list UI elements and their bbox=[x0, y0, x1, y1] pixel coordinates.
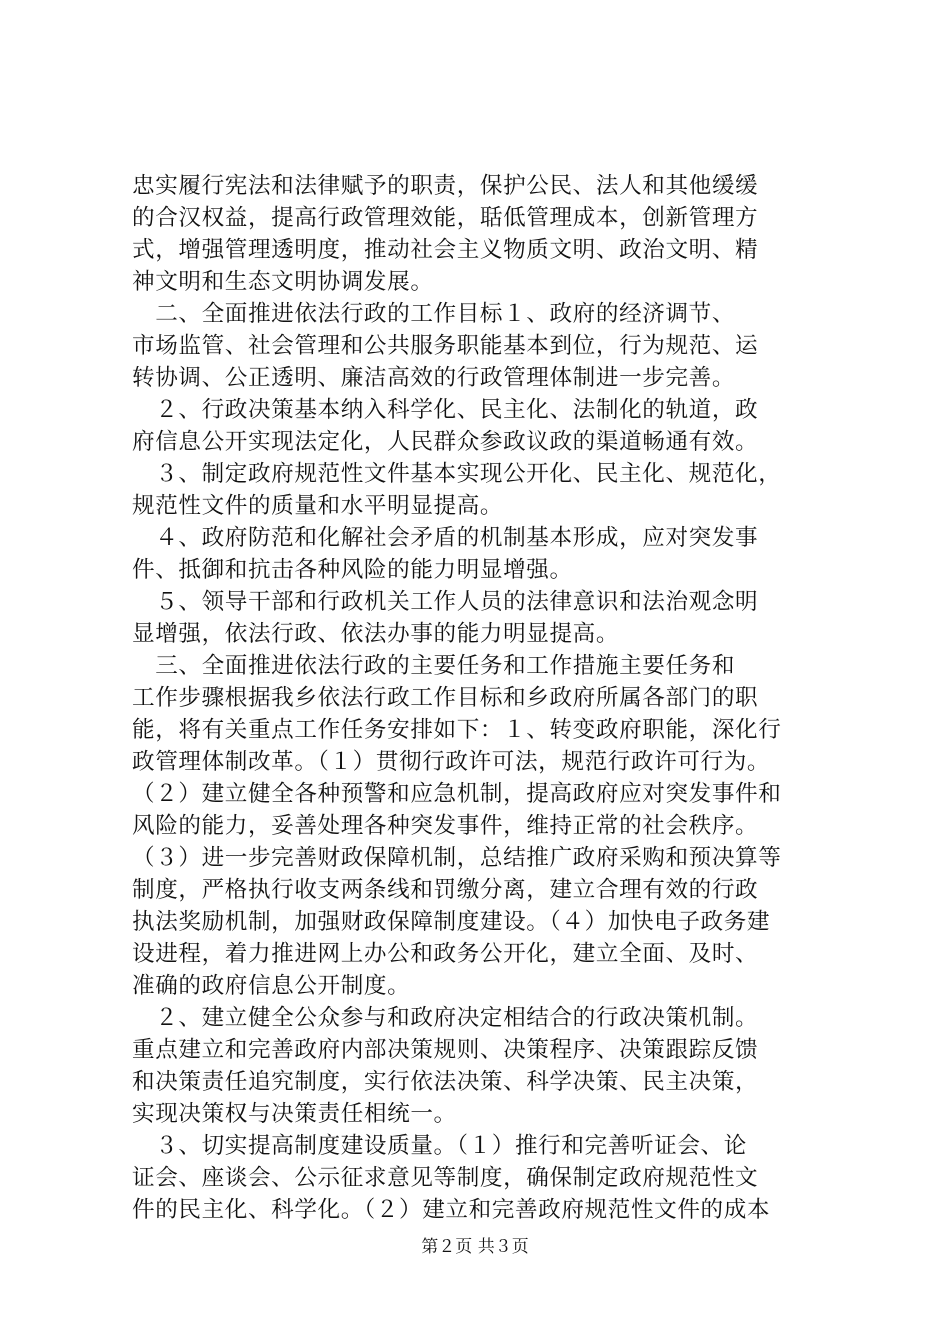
body-line: ２、建立健全公众参与和政府决定相结合的行政决策机制。 bbox=[132, 1005, 759, 1031]
body-line: ５、领导干部和行政机关工作人员的法律意识和法治观念明 bbox=[132, 589, 759, 615]
body-line: 件、抵御和抗击各种风险的能力明显增强。 bbox=[132, 557, 573, 583]
body-line: 转协调、公正透明、廉洁高效的行政管理体制进一步完善。 bbox=[132, 365, 736, 391]
body-line: 执法奖励机制，加强财政保障制度建设。（４）加快电子政务建 bbox=[132, 909, 771, 935]
body-line: 工作步骤根据我乡依法行政工作目标和乡政府所属各部门的职 bbox=[132, 685, 759, 711]
body-line: 风险的能力，妥善处理各种突发事件，维持正常的社会秩序。 bbox=[132, 813, 759, 839]
body-line: 证会、座谈会、公示征求意见等制度，确保制定政府规范性文 bbox=[132, 1165, 759, 1191]
body-line: 实现决策权与决策责任相统一。 bbox=[132, 1101, 457, 1127]
body-line: 件的民主化、科学化。（２）建立和完善政府规范性文件的成本 bbox=[132, 1197, 771, 1223]
body-line: 重点建立和完善政府内部决策规则、决策程序、决策跟踪反馈 bbox=[132, 1037, 759, 1063]
body-line: 三、全面推进依法行政的主要任务和工作措施主要任务和 bbox=[132, 653, 736, 679]
body-line: 的合汉权益，提高行政管理效能，聒低管理成本，创新管理方 bbox=[132, 205, 759, 231]
body-line: 显增强，依法行政、依法办事的能力明显提高。 bbox=[132, 621, 620, 647]
body-line: 式，增强管理透明度，推动社会主义物质文明、政治文明、精 bbox=[132, 237, 759, 263]
body-line: 忠实履行宪法和法律赋予的职责，保护公民、法人和其他缓缓 bbox=[132, 173, 759, 199]
body-line: 能，将有关重点工作任务安排如下：１、转变政府职能，深化行 bbox=[132, 717, 782, 743]
page-footer: 第２页 共３页 bbox=[421, 1237, 529, 1257]
body-line: 和决策责任追究制度，实行依法决策、科学决策、民主决策， bbox=[132, 1069, 759, 1095]
body-line: 神文明和生态文明协调发展。 bbox=[132, 269, 434, 295]
body-line: 制度，严格执行收支两条线和罚缴分离，建立合理有效的行政 bbox=[132, 877, 759, 903]
body-line: 设进程，着力推进网上办公和政务公开化，建立全面、及时、 bbox=[132, 941, 759, 967]
body-line: （３）进一步完善财政保障机制，总结推广政府采购和预决算等 bbox=[132, 845, 782, 871]
body-line: （２）建立健全各种预警和应急机制，提高政府应对突发事件和 bbox=[132, 781, 782, 807]
body-line: 准确的政府信息公开制度。 bbox=[132, 973, 411, 999]
body-line: ４、政府防范和化解社会矛盾的机制基本形成，应对突发事 bbox=[132, 525, 759, 551]
body-line: 市场监管、社会管理和公共服务职能基本到位，行为规范、运 bbox=[132, 333, 759, 359]
body-line: 政管理体制改革。（１）贯彻行政许可法，规范行政许可行为。 bbox=[132, 749, 771, 775]
body-line: ３、制定政府规范性文件基本实现公开化、民主化、规范化， bbox=[132, 461, 782, 487]
body-line: 二、全面推进依法行政的工作目标１、政府的经济调节、 bbox=[132, 301, 736, 327]
body-line: 府信息公开实现法定化，人民群众参政议政的渠道畅通有效。 bbox=[132, 429, 759, 455]
body-line: ３、切实提高制度建设质量。（１）推行和完善听证会、论 bbox=[132, 1133, 747, 1159]
body-line: ２、行政决策基本纳入科学化、民主化、法制化的轨道，政 bbox=[132, 397, 759, 423]
body-line: 规范性文件的质量和水平明显提高。 bbox=[132, 493, 504, 519]
document-body bbox=[132, 170, 832, 1226]
